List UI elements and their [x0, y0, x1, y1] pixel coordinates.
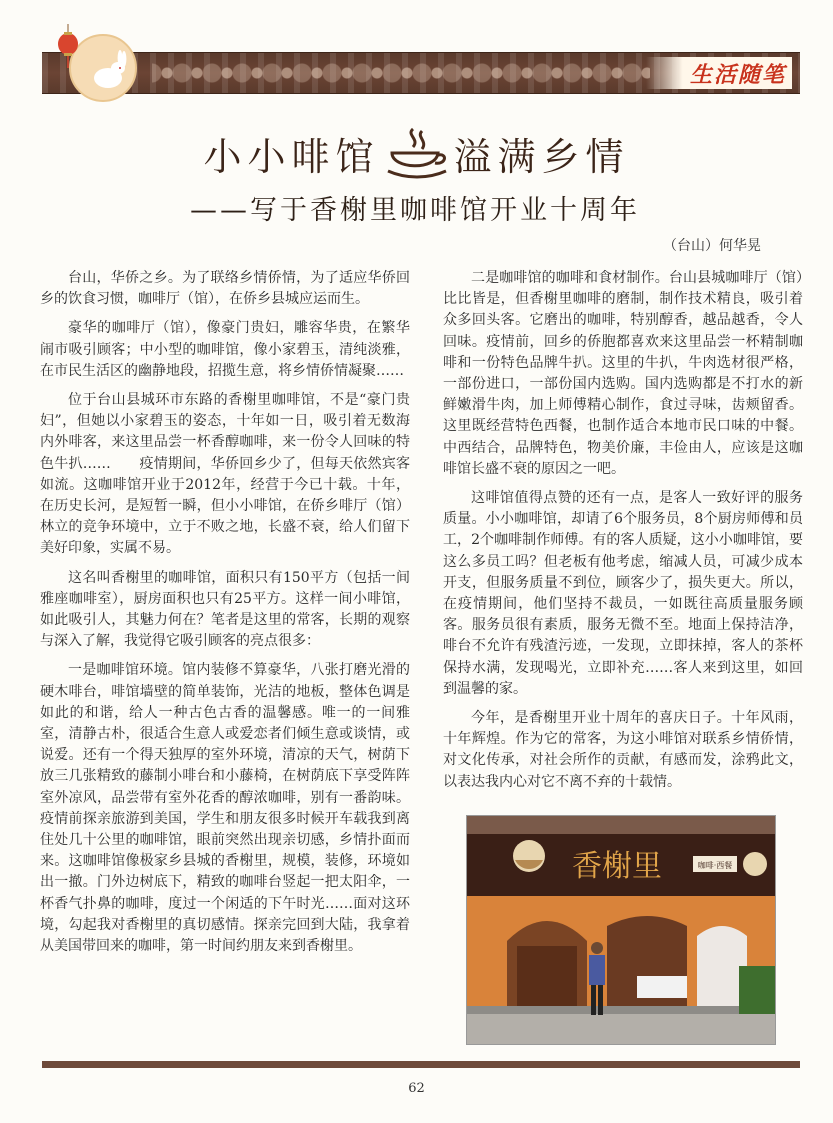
- title-left: 小小啡馆: [203, 134, 380, 179]
- paragraph: 一是咖啡馆环境。馆内装修不算豪华，八张打磨光滑的硬木啡台，啡馆墙壁的简单装饰，光洁的地板，整体色调是如此的和谐，给人一种古色古香的温馨感。唯一的一间雅室，清静古朴，很适合生意人或爱恋者们倾生意或谈情，或说爱。还有一个得天独厚的室外环境，清凉的天气，树荫下放三几张精致的藤制小啡台和小藤椅，在树荫底下享受阵阵室外凉风，品尝带有室外花香的醇浓咖啡，别有一番韵味。疫情前探亲旅游到美国，学生和朋友很多时候开车载我到离住处几十公里的咖啡馆，眼前突然出现亲切感，乡情扑面而来。这咖啡馆像极家乡县城的香榭里，规模，装修，环境如出一撤。门外边树底下，精致的咖啡台竖起一把太阳伞，一杯香气扑鼻的咖啡，度过一个闲适的下午时光……面对这环境，勾起我对香榭里的真切感情。探亲完回到大陆，我拿着从美国带回来的咖啡，第一时间约朋友来到香榭里。: [40, 662, 410, 955]
- header-band: [42, 52, 800, 94]
- right-column: [443, 268, 803, 801]
- paragraph: 今年，是香榭里开业十周年的喜庆日子。十年风雨，十年辉煌。作为它的常客，为这小啡馆对联系乡情侨情，对文化传承，对社会所作的贡献，有感而发，涂鸦此文，以表达我内心对它不离不弃的十载情。: [443, 710, 803, 790]
- moon-rabbit-icon: [48, 22, 144, 104]
- author-byline: （台山）何华晃: [663, 238, 761, 254]
- cafe-storefront-photo: [466, 815, 776, 1045]
- paragraph: 这啡馆值得点赞的还有一点，是客人一致好评的服务质量。小小咖啡馆，却请了6个服务员，8个厨房师傅和员工，2个咖啡制作师傅。有的客人质疑，这小小咖啡馆，要这么多员工吗？但老板有他考虑，缩减人员，可减少成本开支，但服务质量不到位，顾客少了，损失更大。所以，在疫情期间，他们坚持不裁员，一如既往高质量服务顾客。服务员很有素质，服务无微不至。地面上保持洁净，啡台不允许有残渣污迹，一发现，立即抹掉，客人的茶杯保持水满，发现喝光，立即补充……客人来到这里，如回到温馨的家。: [443, 490, 803, 697]
- paragraph: 位于台山县城环市东路的香榭里咖啡馆，不是“豪门贵妇”，但她以小家碧玉的姿态，十年如一日，吸引着无数海内外啡客，来这里品尝一杯香醇咖啡，来一份令人回味的特色牛扒…… 疫情期间，华侨回乡少了，但每天依然宾客如流。这咖啡馆开业于2012年，经营于今已十载。十年，在历史长河，是短暂一瞬，但小小啡馆，在侨乡啡厅（馆）林立的竞争环境中，立于不败之地，长盛不衰，给人们留下美好印象，实属不易。: [40, 392, 410, 557]
- section-label: 生活随笔: [646, 57, 792, 89]
- article-subtitle: ——写于香榭里咖啡馆开业十周年: [190, 195, 640, 226]
- left-column: [40, 268, 410, 965]
- footer-rule: [42, 1061, 800, 1068]
- paragraph: 这名叫香榭里的咖啡馆，面积只有150平方（包括一间雅座咖啡室），厨房面积也只有25平方。这样一间小啡馆，如此吸引人，其魅力何在？笔者是这里的常客，长期的观察与深入了解，我觉得它吸引顾客的亮点很多：: [40, 569, 410, 650]
- page-number: 62: [408, 1081, 425, 1096]
- article-title: [0, 118, 833, 188]
- title-right: 溢满乡情: [453, 134, 630, 179]
- paragraph: 台山，华侨之乡。为了联络乡情侨情，为了适应华侨回乡的饮食习惯，咖啡厅（馆），在侨乡县城应运而生。: [40, 270, 410, 308]
- coffee-cup-icon: [386, 125, 448, 181]
- decorative-pattern: [152, 53, 650, 93]
- paragraph: 豪华的咖啡厅（馆），像豪门贵妇，雕容华贵，在繁华闹市吸引顾客；中小型的咖啡馆，像小家碧玉，清纯淡雅，在市民生活区的幽静地段，招揽生意，将乡情侨情凝聚……: [40, 320, 410, 379]
- sign-subtext: 咖啡·西餐: [697, 861, 733, 870]
- paragraph: 二是咖啡馆的咖啡和食材制作。台山县城咖啡厅（馆）比比皆是，但香榭里咖啡的磨制，制作技术精良，吸引着众多回头客。它磨出的咖啡，特别醇香，越品越香，令人回味。疫情前，回乡的侨胞都喜欢来这里品尝一杯精制咖啡和一份特色品牌牛扒。这里的牛扒，牛肉选材很严格，一部份进口，一部份国内选购。国内选购都是不打水的新鲜嫩滑牛肉，加上师傅精心制作，食过寻味，齿颊留香。这里既经营特色西餐，也制作适合本地市民口味的中餐。中西结合，品牌特色，物美价廉，丰俭由人，应该是这咖啡馆长盛不衰的原因之一吧。: [443, 270, 803, 477]
- sign-text: 香榭里: [572, 849, 662, 884]
